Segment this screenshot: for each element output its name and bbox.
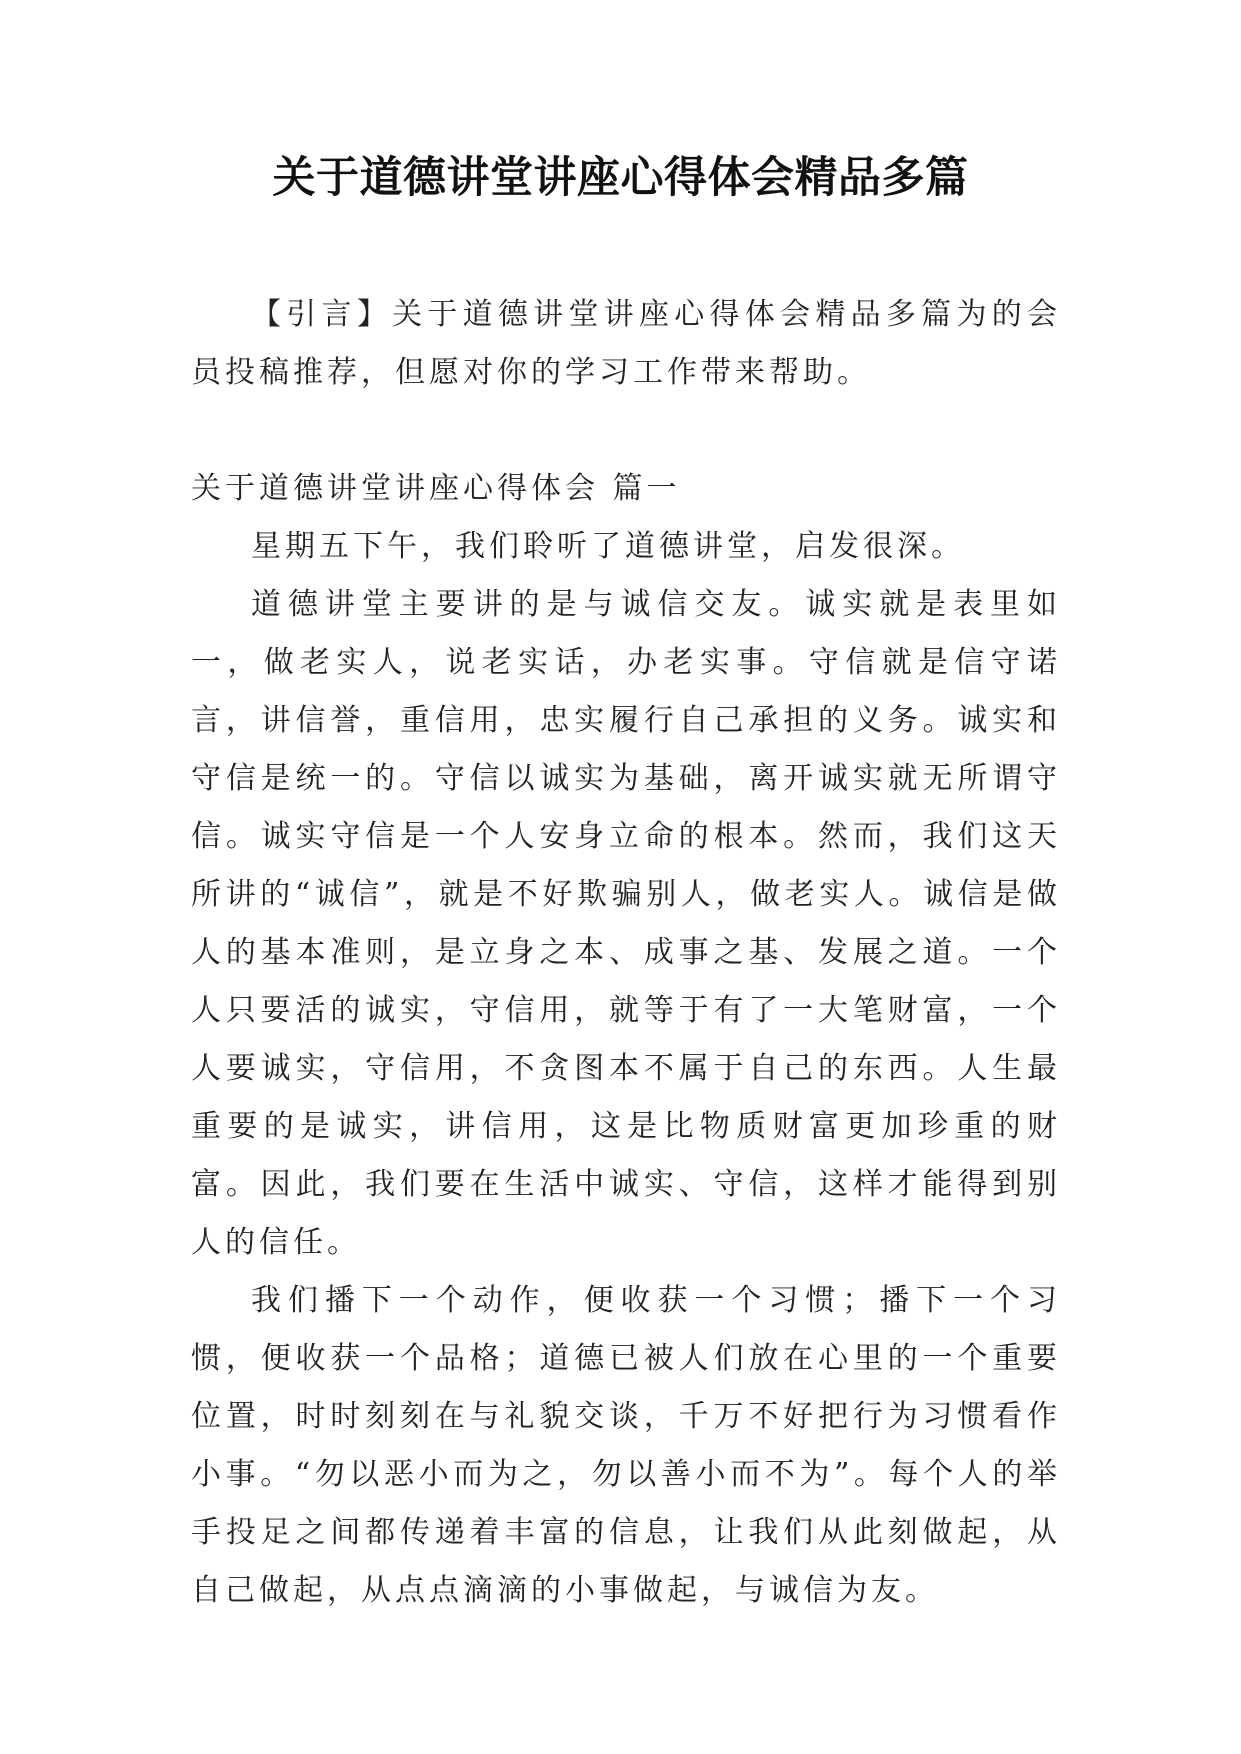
section-heading: 关于道德讲堂讲座心得体会 篇一	[191, 471, 681, 506]
paragraph-1: 星期五下午，我们聆听了道德讲堂，启发很深。	[251, 529, 965, 564]
paragraph-2: 道德讲堂主要讲的是与诚信交友。诚实就是表里如一，做老实人，说老实话，办老实事。守信就是信守诺言，讲信誉，重信用，忠实履行自己承担的义务。诚实和守信是统一的。守信以诚实为基础，离开诚实就无所谓守信。诚实守信是一个人安身立命的根本。然而，我们这天所讲的“诚信”，就是不好欺骗别人，做老实人。诚信是做人的基本准则，是立身之本、成事之基、发展之道。一个人只要活的诚实，守信用，就等于有了一大笔财富，一个人要诚实，守信用，不贪图本不属于自己的东西。人生最重要的是诚实，讲信用，这是比物质财富更加珍重的财富。因此，我们要在生活中诚实、守信，这样才能得到别人的信任。	[191, 587, 1061, 1260]
document-title: 关于道德讲堂讲座心得体会精品多篇	[272, 153, 969, 203]
article-body	[191, 460, 1061, 1620]
paragraph-3: 我们播下一个动作，便收获一个习惯；播下一个习惯，便收获一个品格；道德已被人们放在心里的一个重要位置，时时刻刻在与礼貌交谈，千万不好把行为习惯看作小事。“勿以恶小而为之，勿以善小而不为”。每个人的举手投足之间都传递着丰富的信息，让我们从此刻做起，从自己做起，从点点滴滴的小事做起，与诚信为友。	[191, 1283, 1061, 1608]
intro-paragraph: 【引言】关于道德讲堂讲座心得体会精品多篇为的会员投稿推荐，但愿对你的学习工作带来帮助。	[191, 297, 1061, 390]
intro-block	[191, 286, 1061, 402]
